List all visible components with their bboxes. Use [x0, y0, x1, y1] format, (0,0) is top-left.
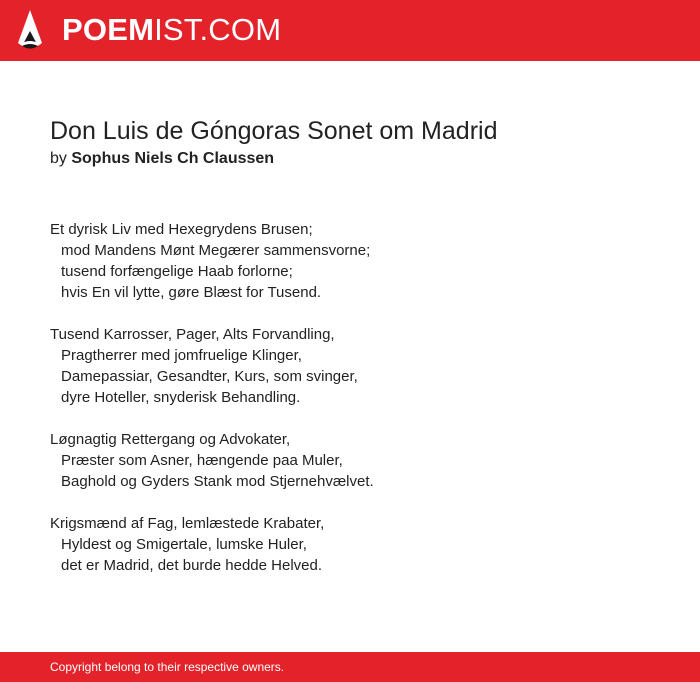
- stanza-3: [50, 429, 670, 492]
- poem-line: tusend forfængelige Haab forlorne;: [61, 263, 293, 280]
- logo-text-light: IST.COM: [154, 12, 282, 47]
- poem-line: hvis En vil lytte, gøre Blæst for Tusend.: [61, 284, 322, 301]
- poem-line: Et dyrisk Liv med Hexegrydens Brusen;: [50, 221, 313, 238]
- by-label: by: [50, 150, 67, 167]
- poem-line: Pragtherrer med jomfruelige Klinger,: [61, 347, 302, 364]
- logo-text-bold: POEM: [62, 12, 155, 47]
- site-logo[interactable]: [62, 12, 281, 48]
- stanza-1: [50, 219, 670, 303]
- poem-line: Løgnagtig Rettergang og Advokater,: [50, 431, 291, 448]
- poem-line: Tusend Karrosser, Pager, Alts Forvandling,: [50, 326, 335, 343]
- poem-line: det er Madrid, det burde hedde Helved.: [61, 557, 322, 574]
- site-header: [0, 0, 700, 61]
- author-name: Sophus Niels Ch Claussen: [71, 150, 275, 167]
- poem-line: dyre Hoteller, snyderisk Behandling.: [61, 389, 301, 406]
- pen-nib-icon[interactable]: [17, 9, 43, 52]
- stanza-4: [50, 513, 670, 576]
- poem-line: Krigsmænd af Fag, lemlæstede Krabater,: [50, 515, 325, 532]
- stanza-2: [50, 324, 670, 408]
- poem-line: Damepassiar, Gesandter, Kurs, som svinger,: [61, 368, 358, 385]
- byline: [50, 149, 274, 169]
- poem-line: Baghold og Gyders Stank mod Stjernehvælvet.: [61, 473, 374, 490]
- poem-title: Don Luis de Góngoras Sonet om Madrid: [50, 117, 498, 145]
- site-footer: [0, 652, 700, 682]
- poem-line: Præster som Asner, hængende paa Muler,: [61, 452, 343, 469]
- poem-line: mod Mandens Mønt Megærer sammensvorne;: [61, 242, 371, 259]
- poem-line: Hyldest og Smigertale, lumske Huler,: [61, 536, 307, 553]
- copyright-text: Copyright belong to their respective owners.: [50, 660, 285, 674]
- poem-body: [50, 219, 670, 597]
